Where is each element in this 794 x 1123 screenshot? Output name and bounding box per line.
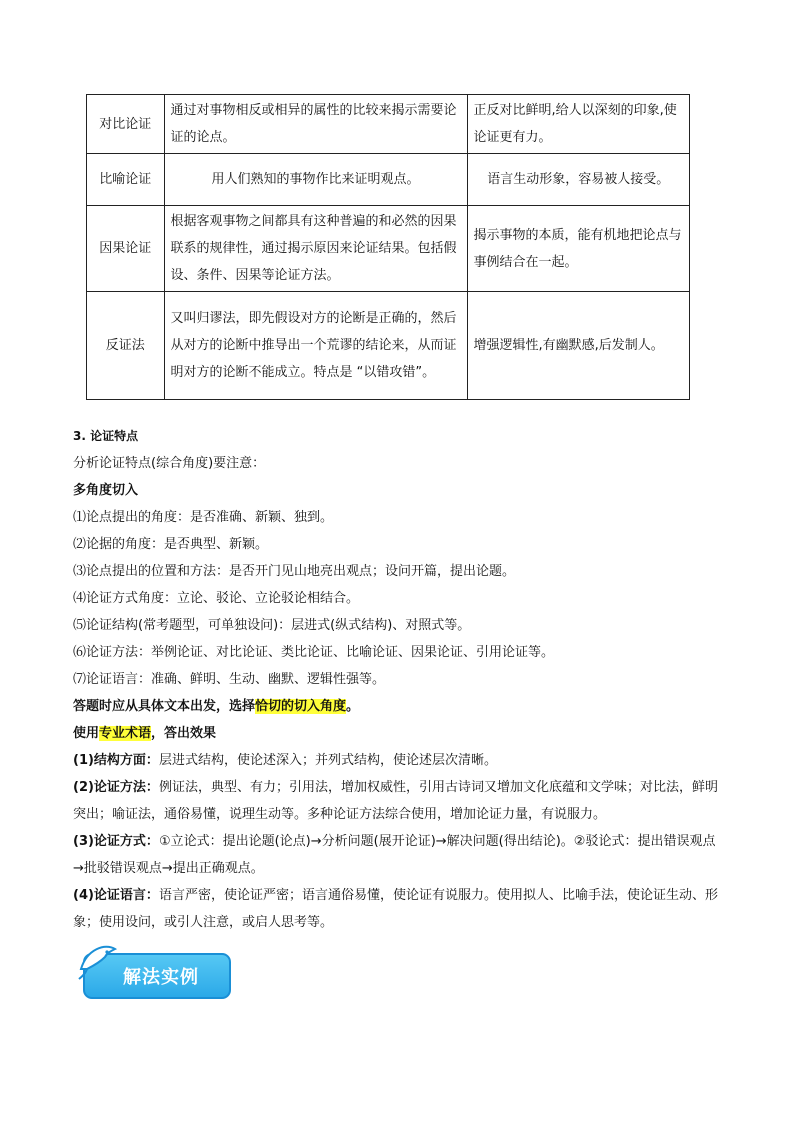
method-name: 比喻论证 xyxy=(87,154,165,206)
table-row xyxy=(87,292,690,400)
answer-note: 答题时应从具体文本出发，选择恰切的切入角度。 xyxy=(73,699,360,714)
point-item: (4)论证语言：语言严密，使论证严密；语言通俗易懂，使论证有说服力。使用拟人、比喻手法，使论证生动、形象；使用设问，或引人注意，或启人思考等。 xyxy=(73,888,718,930)
list-item: ⑶论点提出的位置和方法：是否开门见山地亮出观点；设问开篇，提出论题。 xyxy=(73,564,516,579)
dolphin-icon xyxy=(77,939,121,981)
argument-features-section xyxy=(73,423,723,936)
terminology-note: 使用专业术语，答出效果 xyxy=(73,726,217,741)
list-item: ⑴论点提出的角度：是否准确、新颖、独到。 xyxy=(73,510,334,525)
list-item: ⑺论证语言：准确、鲜明、生动、幽默、逻辑性强等。 xyxy=(73,672,386,687)
subheading: 多角度切入 xyxy=(73,483,139,498)
list-item: ⑹论证方法：举例论证、对比论证、类比论证、比喻论证、因果论证、引用论证等。 xyxy=(73,645,555,660)
list-item: ⑸论证结构(常考题型，可单独设问)：层进式(纵式结构)、对照式等。 xyxy=(73,618,471,633)
table-row xyxy=(87,206,690,292)
point-item: (3)论证方式：①立论式：提出论题(论点)→分析问题(展开论证)→解决问题(得出结论)。②驳论式：提出错误观点→批驳错误观点→提出正确观点。 xyxy=(73,834,716,876)
method-name: 反证法 xyxy=(87,292,165,400)
method-effect: 揭示事物的本质，能有机地把论点与事例结合在一起。 xyxy=(467,206,689,292)
list-item: ⑵论据的角度：是否典型、新颖。 xyxy=(73,537,269,552)
list-item: ⑷论证方式角度：立论、驳论、立论驳论相结合。 xyxy=(73,591,360,606)
badge-label: 解法实例 xyxy=(123,967,199,988)
section-intro: 分析论证特点(综合角度)要注意： xyxy=(73,456,266,471)
method-definition: 根据客观事物之间都具有这种普遍的和必然的因果联系的规律性，通过揭示原因来论证结果。包括假设、条件、因果等论证方法。 xyxy=(164,206,467,292)
section-title: 3. 论证特点 xyxy=(73,429,139,443)
method-effect: 正反对比鲜明,给人以深刻的印象,使论证更有力。 xyxy=(467,95,689,154)
method-definition: 通过对事物相反或相异的属性的比较来揭示需要论证的论点。 xyxy=(164,95,467,154)
method-effect: 增强逻辑性,有幽默感,后发制人。 xyxy=(467,292,689,400)
point-item: (1)结构方面：层进式结构，使论述深入；并列式结构，使论述层次清晰。 xyxy=(73,753,497,768)
method-name: 对比论证 xyxy=(87,95,165,154)
point-item: (2)论证方法：例证法，典型、有力；引用法，增加权威性，引用古诗词又增加文化底蕴和文学味；对比法，鲜明突出；喻证法，通俗易懂，说理生动等。多种论证方法综合使用，增加论证力量，有说服力。 xyxy=(73,780,718,822)
highlight: 专业术语 xyxy=(99,726,152,741)
method-definition: 又叫归谬法，即先假设对方的论断是正确的，然后从对方的论断中推导出一个荒谬的结论来，从而证明对方的论断不能成立。特点是 “以错攻错”。 xyxy=(164,292,467,400)
argument-methods-table xyxy=(86,94,690,400)
method-definition: 用人们熟知的事物作比来证明观点。 xyxy=(164,154,467,206)
solution-example-badge xyxy=(83,953,231,999)
method-name: 因果论证 xyxy=(87,206,165,292)
table-row xyxy=(87,95,690,154)
method-effect: 语言生动形象，容易被人接受。 xyxy=(467,154,689,206)
highlight: 恰切的切入角度 xyxy=(255,699,347,714)
table-row xyxy=(87,154,690,206)
